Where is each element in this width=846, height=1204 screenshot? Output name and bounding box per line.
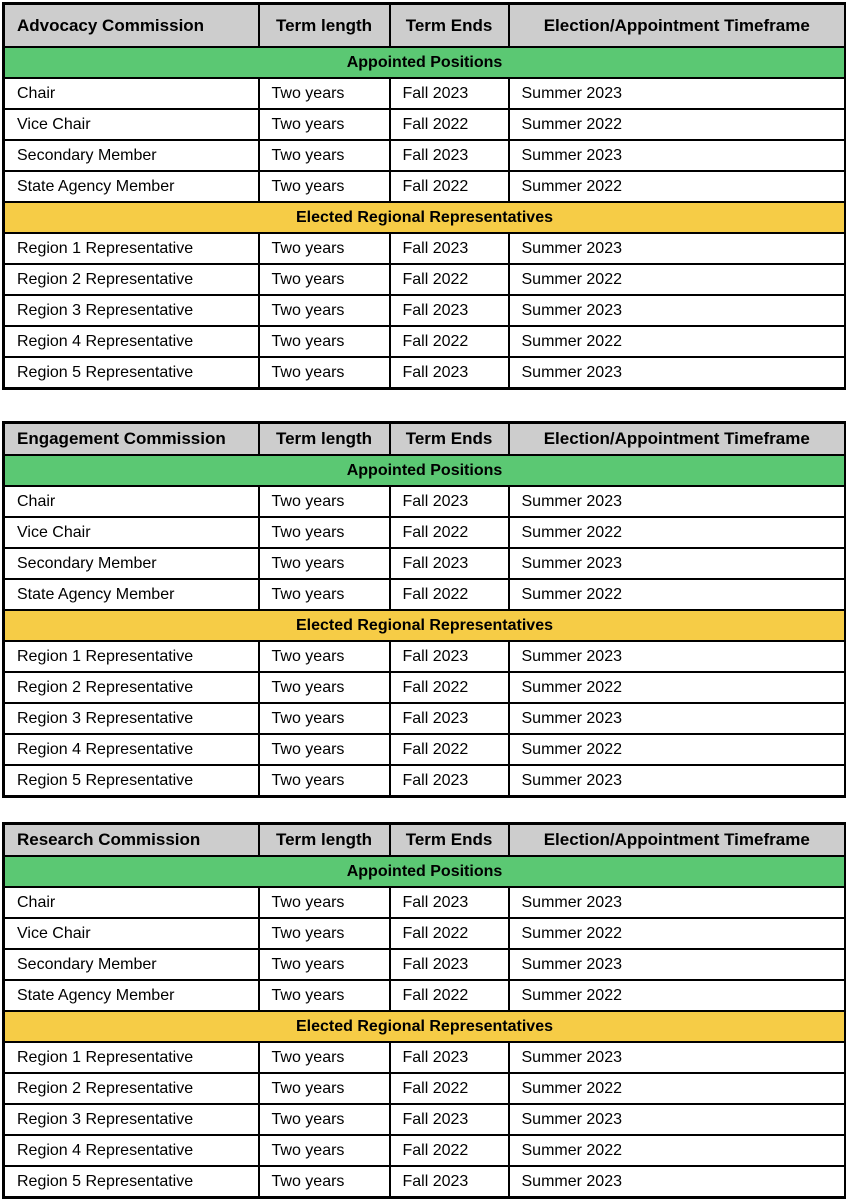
table-row [4,887,846,918]
timeframe-cell: Summer 2023 [509,949,846,980]
section-row [4,47,846,78]
term-length-cell: Two years [259,109,390,140]
term-length-cell: Two years [259,765,390,797]
term-ends-cell: Fall 2022 [390,326,509,357]
position-cell: State Agency Member [4,171,259,202]
timeframe-cell: Summer 2022 [509,1135,846,1166]
term-ends-cell: Fall 2023 [390,78,509,109]
term-ends-cell: Fall 2022 [390,980,509,1011]
table-row [4,1073,846,1104]
research-commission-table [2,822,846,1199]
timeframe-cell: Summer 2023 [509,140,846,171]
table-header-row [4,824,846,857]
table-row [4,517,846,548]
table-row [4,1135,846,1166]
term-ends-cell: Fall 2022 [390,109,509,140]
term-length-cell: Two years [259,517,390,548]
table-row [4,1104,846,1135]
term-ends-cell: Fall 2023 [390,140,509,171]
section-header-elected: Elected Regional Representatives [4,610,846,641]
term-length-cell: Two years [259,703,390,734]
position-cell: Region 5 Representative [4,1166,259,1198]
term-ends-cell: Fall 2022 [390,517,509,548]
term-length-cell: Two years [259,672,390,703]
position-cell: Region 1 Representative [4,1042,259,1073]
section-row [4,1011,846,1042]
term-length-cell: Two years [259,295,390,326]
term-ends-cell: Fall 2023 [390,703,509,734]
position-cell: Region 3 Representative [4,1104,259,1135]
term-length-cell: Two years [259,641,390,672]
term-length-cell: Two years [259,140,390,171]
table-row [4,486,846,517]
term-ends-cell: Fall 2023 [390,765,509,797]
column-header-timeframe: Election/Appointment Timeframe [509,824,846,857]
table-row [4,734,846,765]
table-row [4,233,846,264]
term-length-cell: Two years [259,548,390,579]
position-cell: Secondary Member [4,548,259,579]
section-header-elected: Elected Regional Representatives [4,202,846,233]
column-header-term-length: Term length [259,423,390,456]
term-length-cell: Two years [259,1042,390,1073]
timeframe-cell: Summer 2022 [509,326,846,357]
timeframe-cell: Summer 2023 [509,641,846,672]
timeframe-cell: Summer 2022 [509,980,846,1011]
position-cell: Region 2 Representative [4,672,259,703]
term-length-cell: Two years [259,980,390,1011]
timeframe-cell: Summer 2023 [509,1104,846,1135]
column-header-term-length: Term length [259,824,390,857]
section-header-appointed: Appointed Positions [4,856,846,887]
term-ends-cell: Fall 2023 [390,949,509,980]
term-ends-cell: Fall 2022 [390,264,509,295]
term-length-cell: Two years [259,326,390,357]
table-row [4,78,846,109]
position-cell: Region 4 Representative [4,734,259,765]
section-row [4,202,846,233]
table-row [4,579,846,610]
position-cell: Vice Chair [4,517,259,548]
section-header-appointed: Appointed Positions [4,455,846,486]
table-row [4,326,846,357]
table-row [4,765,846,797]
timeframe-cell: Summer 2023 [509,357,846,389]
position-cell: Chair [4,486,259,517]
term-ends-cell: Fall 2022 [390,579,509,610]
table-title: Advocacy Commission [4,4,259,48]
term-length-cell: Two years [259,264,390,295]
advocacy-commission-table [2,2,846,390]
position-cell: Region 2 Representative [4,1073,259,1104]
table-row [4,1166,846,1198]
timeframe-cell: Summer 2023 [509,1042,846,1073]
timeframe-cell: Summer 2023 [509,78,846,109]
section-row [4,610,846,641]
column-header-term-ends: Term Ends [390,4,509,48]
term-length-cell: Two years [259,78,390,109]
term-length-cell: Two years [259,1135,390,1166]
position-cell: State Agency Member [4,579,259,610]
table-header-row [4,4,846,48]
term-ends-cell: Fall 2023 [390,641,509,672]
term-ends-cell: Fall 2023 [390,233,509,264]
term-length-cell: Two years [259,1166,390,1198]
table-row [4,171,846,202]
term-length-cell: Two years [259,233,390,264]
column-header-term-length: Term length [259,4,390,48]
position-cell: Secondary Member [4,949,259,980]
section-header-elected: Elected Regional Representatives [4,1011,846,1042]
timeframe-cell: Summer 2022 [509,517,846,548]
term-length-cell: Two years [259,486,390,517]
term-length-cell: Two years [259,949,390,980]
table-row [4,980,846,1011]
position-cell: Region 5 Representative [4,765,259,797]
term-length-cell: Two years [259,918,390,949]
section-row [4,455,846,486]
position-cell: Secondary Member [4,140,259,171]
timeframe-cell: Summer 2023 [509,887,846,918]
table-row [4,357,846,389]
term-ends-cell: Fall 2023 [390,486,509,517]
term-length-cell: Two years [259,171,390,202]
table-row [4,1042,846,1073]
term-ends-cell: Fall 2023 [390,357,509,389]
timeframe-cell: Summer 2022 [509,579,846,610]
timeframe-cell: Summer 2023 [509,1166,846,1198]
table-row [4,918,846,949]
position-cell: Region 1 Representative [4,233,259,264]
position-cell: Vice Chair [4,918,259,949]
table-row [4,672,846,703]
timeframe-cell: Summer 2022 [509,1073,846,1104]
term-ends-cell: Fall 2022 [390,171,509,202]
term-length-cell: Two years [259,579,390,610]
position-cell: Region 5 Representative [4,357,259,389]
position-cell: Chair [4,78,259,109]
position-cell: Region 4 Representative [4,326,259,357]
term-ends-cell: Fall 2023 [390,1166,509,1198]
timeframe-cell: Summer 2023 [509,486,846,517]
term-ends-cell: Fall 2022 [390,734,509,765]
section-header-appointed: Appointed Positions [4,47,846,78]
term-ends-cell: Fall 2023 [390,295,509,326]
column-header-timeframe: Election/Appointment Timeframe [509,423,846,456]
position-cell: Region 2 Representative [4,264,259,295]
table-title: Research Commission [4,824,259,857]
timeframe-cell: Summer 2022 [509,109,846,140]
timeframe-cell: Summer 2022 [509,672,846,703]
timeframe-cell: Summer 2023 [509,703,846,734]
term-ends-cell: Fall 2022 [390,1073,509,1104]
table-row [4,703,846,734]
table-row [4,295,846,326]
position-cell: Vice Chair [4,109,259,140]
table-header-row [4,423,846,456]
section-row [4,856,846,887]
term-ends-cell: Fall 2023 [390,1042,509,1073]
term-length-cell: Two years [259,887,390,918]
term-length-cell: Two years [259,734,390,765]
term-ends-cell: Fall 2022 [390,918,509,949]
position-cell: Region 1 Representative [4,641,259,672]
timeframe-cell: Summer 2023 [509,233,846,264]
term-ends-cell: Fall 2023 [390,887,509,918]
term-ends-cell: Fall 2023 [390,1104,509,1135]
table-title: Engagement Commission [4,423,259,456]
table-row [4,264,846,295]
term-length-cell: Two years [259,357,390,389]
position-cell: State Agency Member [4,980,259,1011]
column-header-term-ends: Term Ends [390,824,509,857]
table-row [4,641,846,672]
timeframe-cell: Summer 2022 [509,918,846,949]
term-ends-cell: Fall 2022 [390,1135,509,1166]
engagement-commission-table [2,421,846,798]
timeframe-cell: Summer 2023 [509,548,846,579]
timeframe-cell: Summer 2022 [509,171,846,202]
timeframe-cell: Summer 2022 [509,734,846,765]
table-row [4,109,846,140]
column-header-timeframe: Election/Appointment Timeframe [509,4,846,48]
position-cell: Region 3 Representative [4,295,259,326]
timeframe-cell: Summer 2023 [509,765,846,797]
term-ends-cell: Fall 2023 [390,548,509,579]
table-row [4,140,846,171]
term-length-cell: Two years [259,1073,390,1104]
term-length-cell: Two years [259,1104,390,1135]
timeframe-cell: Summer 2022 [509,264,846,295]
table-row [4,548,846,579]
position-cell: Region 4 Representative [4,1135,259,1166]
term-ends-cell: Fall 2022 [390,672,509,703]
table-row [4,949,846,980]
column-header-term-ends: Term Ends [390,423,509,456]
timeframe-cell: Summer 2023 [509,295,846,326]
position-cell: Region 3 Representative [4,703,259,734]
position-cell: Chair [4,887,259,918]
